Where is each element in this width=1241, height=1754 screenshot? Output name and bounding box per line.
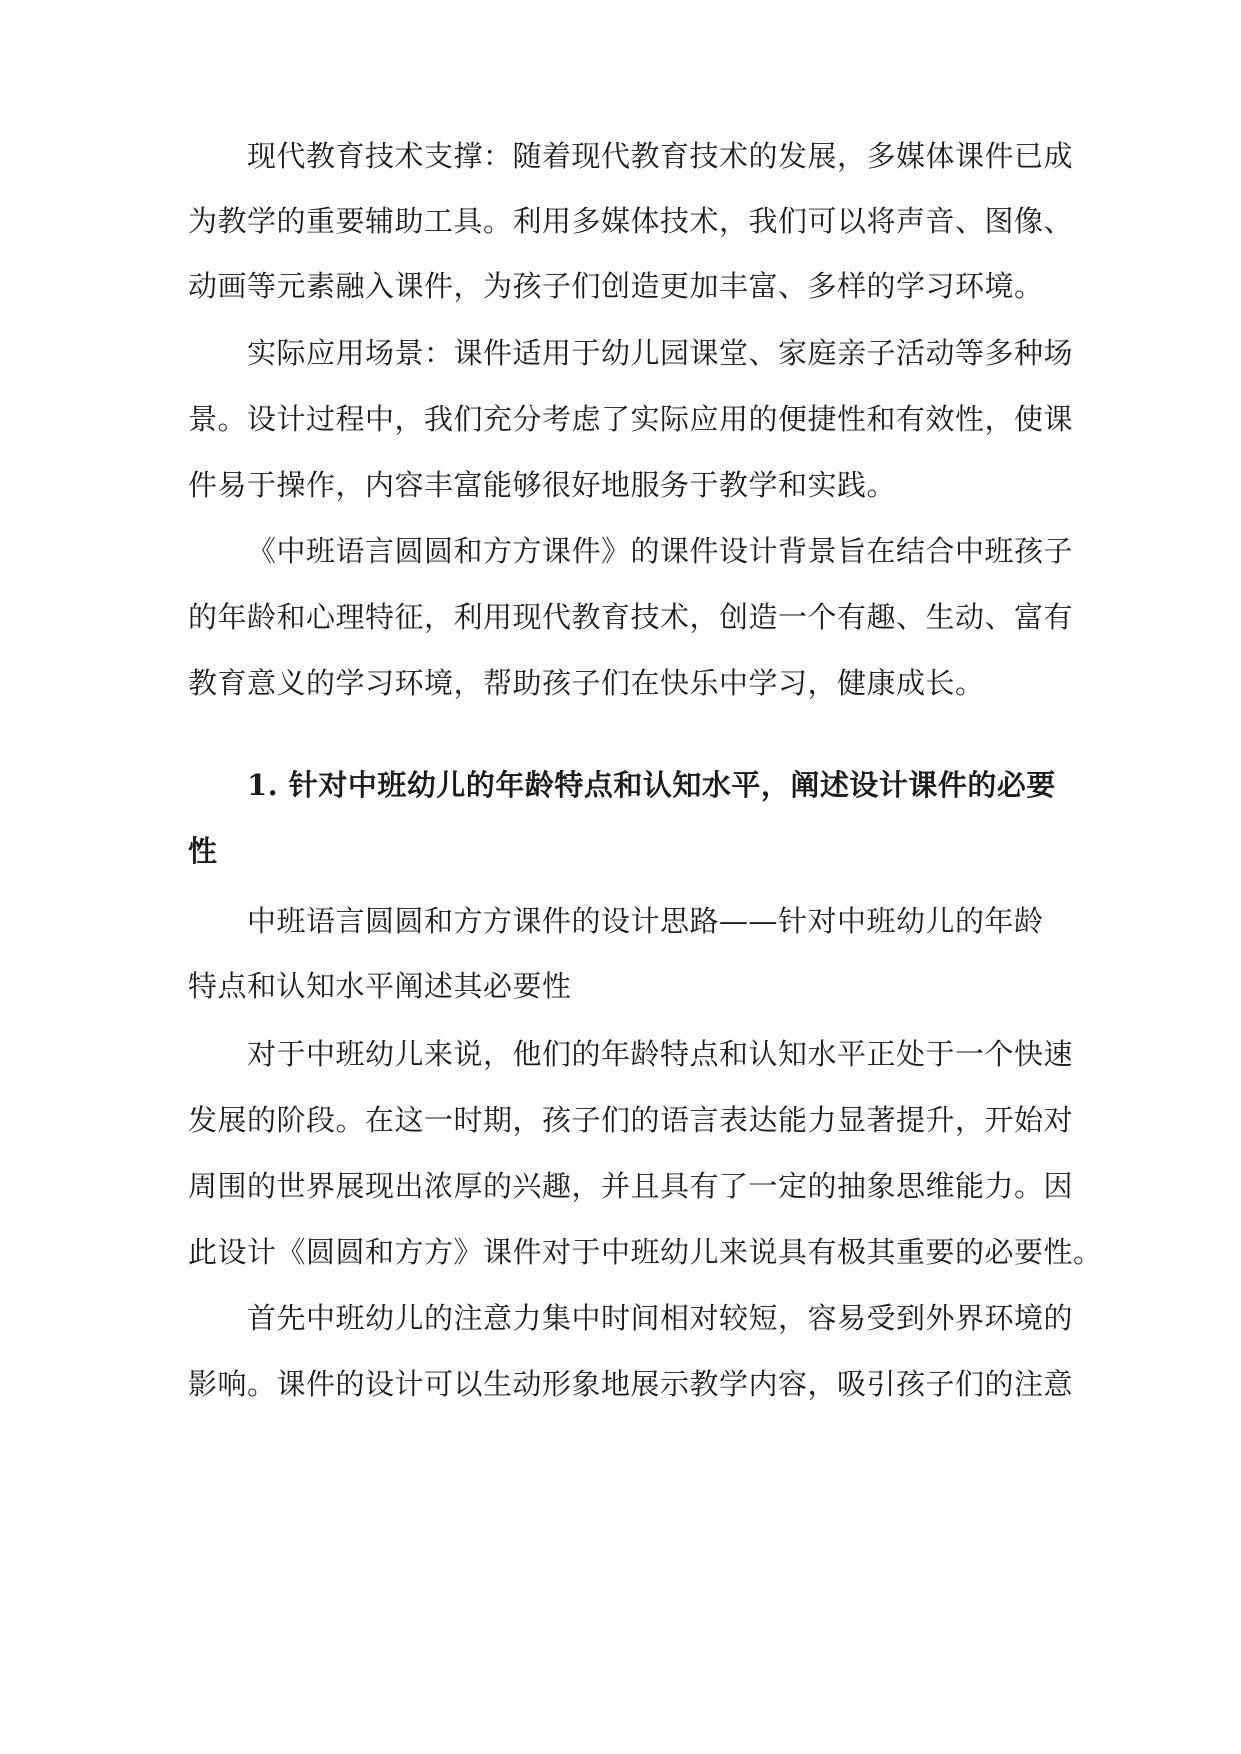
paragraph-line: 为教学的重要辅助工具。利用多媒体技术，我们可以将声音、图像、 [188, 204, 1074, 238]
paragraph-line: 周围的世界展现出浓厚的兴趣，并且具有了一定的抽象思维能力。因 [188, 1169, 1074, 1203]
paragraph-line: 发展的阶段。在这一时期，孩子们的语言表达能力显著提升，开始对 [188, 1103, 1074, 1137]
paragraph-line: 此设计《圆圆和方方》课件对于中班幼儿来说具有极其重要的必要性。 [188, 1235, 1103, 1269]
paragraph-line: 首先中班幼儿的注意力集中时间相对较短，容易受到外界环境的 [247, 1301, 1074, 1335]
paragraph-line: 实际应用场景：课件适用于幼儿园课堂、家庭亲子活动等多种场 [247, 336, 1074, 370]
paragraph-line: 现代教育技术支撑：随着现代教育技术的发展，多媒体课件已成 [247, 139, 1074, 173]
paragraph-line: 件易于操作，内容丰富能够很好地服务于教学和实践。 [188, 468, 897, 502]
paragraph-line: 《中班语言圆圆和方方课件》的课件设计背景旨在结合中班孩子 [247, 534, 1074, 568]
section-heading: 性 [188, 834, 218, 868]
paragraph-line: 影响。课件的设计可以生动形象地展示教学内容，吸引孩子们的注意 [188, 1367, 1074, 1401]
paragraph-line: 对于中班幼儿来说，他们的年龄特点和认知水平正处于一个快速 [247, 1037, 1074, 1071]
section-heading: 1. 针对中班幼儿的年龄特点和认知水平，阐述设计课件的必要 [247, 768, 1056, 802]
paragraph-line: 教育意义的学习环境，帮助孩子们在快乐中学习，健康成长。 [188, 666, 985, 700]
paragraph-line: 的年龄和心理特征，利用现代教育技术，创造一个有趣、生动、富有 [188, 600, 1074, 634]
paragraph-line: 景。设计过程中，我们充分考虑了实际应用的便捷性和有效性，使课 [188, 402, 1074, 436]
paragraph-line: 中班语言圆圆和方方课件的设计思路——针对中班幼儿的年龄 [247, 904, 1044, 938]
paragraph-line: 动画等元素融入课件，为孩子们创造更加丰富、多样的学习环境。 [188, 269, 1044, 303]
paragraph-line: 特点和认知水平阐述其必要性 [188, 969, 572, 1003]
